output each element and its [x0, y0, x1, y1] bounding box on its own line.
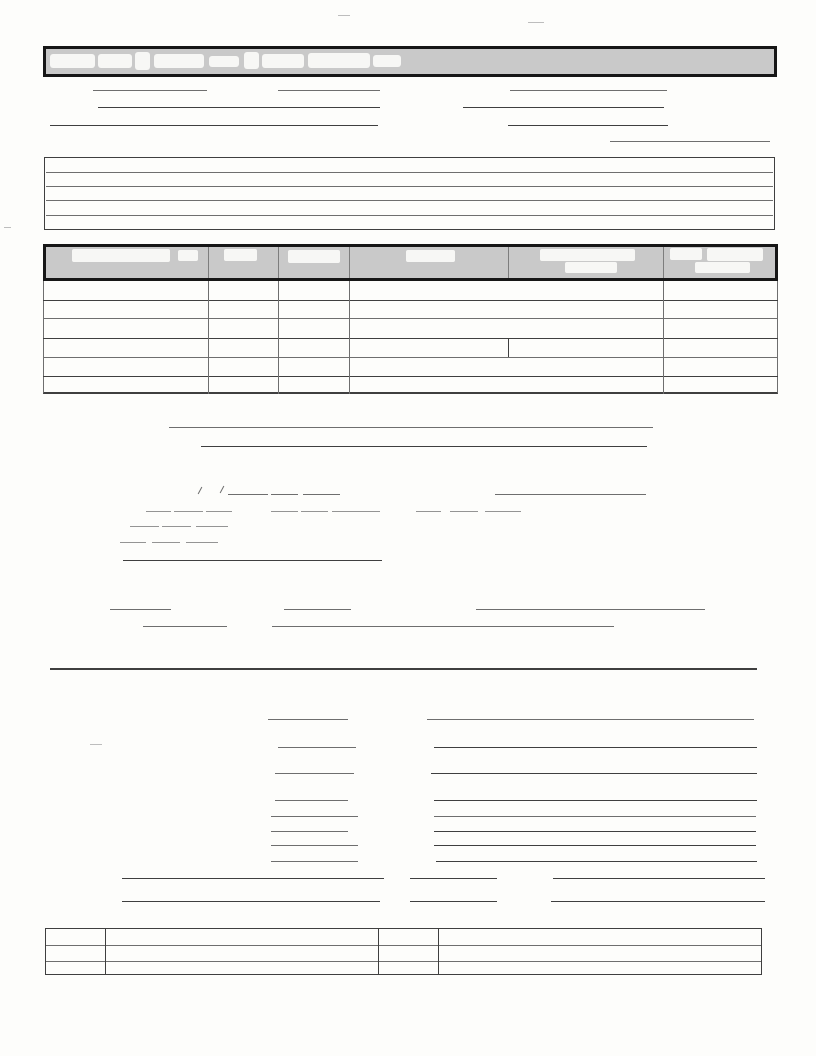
- speck: [90, 744, 102, 745]
- info-box-rule: [46, 215, 773, 216]
- field-line: [510, 90, 667, 91]
- field-line: [508, 125, 668, 126]
- bottom-table-row-line: [46, 945, 761, 946]
- fragment-dash: [146, 511, 171, 512]
- bottom-table-column-line: [438, 929, 439, 974]
- signature-line: [551, 901, 765, 902]
- table-column-line: [349, 281, 350, 394]
- qa-label-line: [271, 816, 358, 817]
- table-header-separator: [208, 247, 209, 278]
- table-header-text-blob: [565, 262, 617, 273]
- field-line: [201, 446, 647, 447]
- fragment-dash: [476, 609, 705, 610]
- fragment-dash: [284, 609, 351, 610]
- field-line: [463, 107, 664, 108]
- field-line: [50, 125, 378, 126]
- qa-answer-line: [434, 747, 757, 748]
- info-box-rule: [46, 200, 773, 201]
- qa-label-line: [271, 831, 348, 832]
- speck: [4, 227, 11, 228]
- fragment-dash: [196, 526, 228, 527]
- fragment-dash: [120, 542, 146, 543]
- fragment-dash: [271, 494, 298, 495]
- table-header-text-blob: [288, 250, 340, 263]
- signature-line: [553, 878, 765, 879]
- qa-answer-line: [427, 719, 754, 720]
- table-header-text-blob: [406, 250, 455, 262]
- speck: [338, 15, 350, 16]
- bottom-table-column-line: [105, 929, 106, 974]
- qa-answer-line: [434, 816, 756, 817]
- qa-answer-line: [434, 845, 756, 846]
- qa-label-line: [275, 800, 348, 801]
- info-box-rule: [46, 172, 773, 173]
- title-bar-text-blob: [135, 52, 150, 70]
- speck: [528, 22, 544, 23]
- table-column-line: [663, 281, 664, 394]
- table-column-line: [208, 281, 209, 394]
- table-row-line: [43, 357, 778, 358]
- fragment-dash: [143, 626, 227, 627]
- fragment-dash: [152, 542, 180, 543]
- table-header-text-blob: [224, 249, 257, 261]
- fragment-dash: [272, 626, 614, 627]
- title-bar-text-blob: [209, 56, 239, 67]
- fragment-dash: [228, 494, 268, 495]
- field-line: [93, 90, 207, 91]
- table-column-line: [278, 281, 279, 394]
- fragment-dash: [271, 511, 298, 512]
- bottom-table-column-line: [378, 929, 379, 974]
- section-divider: [50, 668, 757, 670]
- table-header-separator: [508, 247, 509, 278]
- table-header-text-blob: [695, 262, 750, 273]
- tick-mark: [220, 486, 225, 494]
- qa-answer-line: [431, 773, 757, 774]
- title-bar-text-blob: [308, 53, 370, 68]
- field-line: [98, 107, 380, 108]
- title-bar-text-blob: [50, 54, 95, 68]
- table-row-line: [43, 338, 778, 339]
- fragment-dash: [495, 494, 646, 495]
- table-header-text-blob: [707, 248, 763, 261]
- field-line: [278, 90, 380, 91]
- table-row-line: [43, 300, 778, 301]
- info-box-rule: [46, 186, 773, 187]
- title-bar-text-blob: [154, 54, 204, 68]
- signature-line: [410, 878, 497, 879]
- signature-line: [410, 901, 497, 902]
- signature-line: [122, 901, 380, 902]
- table-header-text-blob: [670, 248, 702, 260]
- info-box: [44, 157, 775, 230]
- fragment-dash: [450, 511, 478, 512]
- qa-label-line: [271, 861, 358, 862]
- tick-mark: [198, 487, 203, 495]
- qa-label-line: [271, 845, 358, 846]
- fragment-dash: [162, 526, 191, 527]
- title-bar-text-blob: [373, 55, 401, 67]
- fragment-dash: [301, 511, 328, 512]
- qa-answer-line: [434, 800, 757, 801]
- fragment-dash: [123, 560, 382, 561]
- qa-label-line: [275, 773, 354, 774]
- fragment-dash: [206, 511, 232, 512]
- title-bar-text-blob: [98, 54, 132, 68]
- fragment-dash: [303, 494, 340, 495]
- signature-line: [122, 878, 384, 879]
- table-split-cell-line: [508, 338, 509, 357]
- fragment-dash: [332, 511, 380, 512]
- fragment-dash: [174, 511, 203, 512]
- table-header-separator: [278, 247, 279, 278]
- fragment-dash: [130, 526, 159, 527]
- fragment-dash: [416, 511, 441, 512]
- field-line: [610, 141, 770, 142]
- bottom-table: [45, 928, 762, 975]
- table-row-line: [43, 318, 778, 319]
- fragment-dash: [110, 609, 171, 610]
- table-header-text-blob: [540, 249, 635, 261]
- qa-label-line: [268, 719, 348, 720]
- qa-label-line: [278, 747, 356, 748]
- qa-answer-line: [436, 861, 757, 862]
- table-header-separator: [349, 247, 350, 278]
- fragment-dash: [485, 511, 521, 512]
- table-row-line: [43, 376, 778, 377]
- title-bar-text-blob: [244, 52, 259, 69]
- table-header-separator: [663, 247, 664, 278]
- title-bar-text-blob: [262, 54, 304, 68]
- table-header-text-blob: [72, 249, 170, 262]
- table-header-text-blob: [178, 250, 198, 261]
- qa-answer-line: [434, 831, 756, 832]
- bottom-table-row-line: [46, 961, 761, 962]
- field-line: [169, 427, 653, 428]
- fragment-dash: [186, 542, 218, 543]
